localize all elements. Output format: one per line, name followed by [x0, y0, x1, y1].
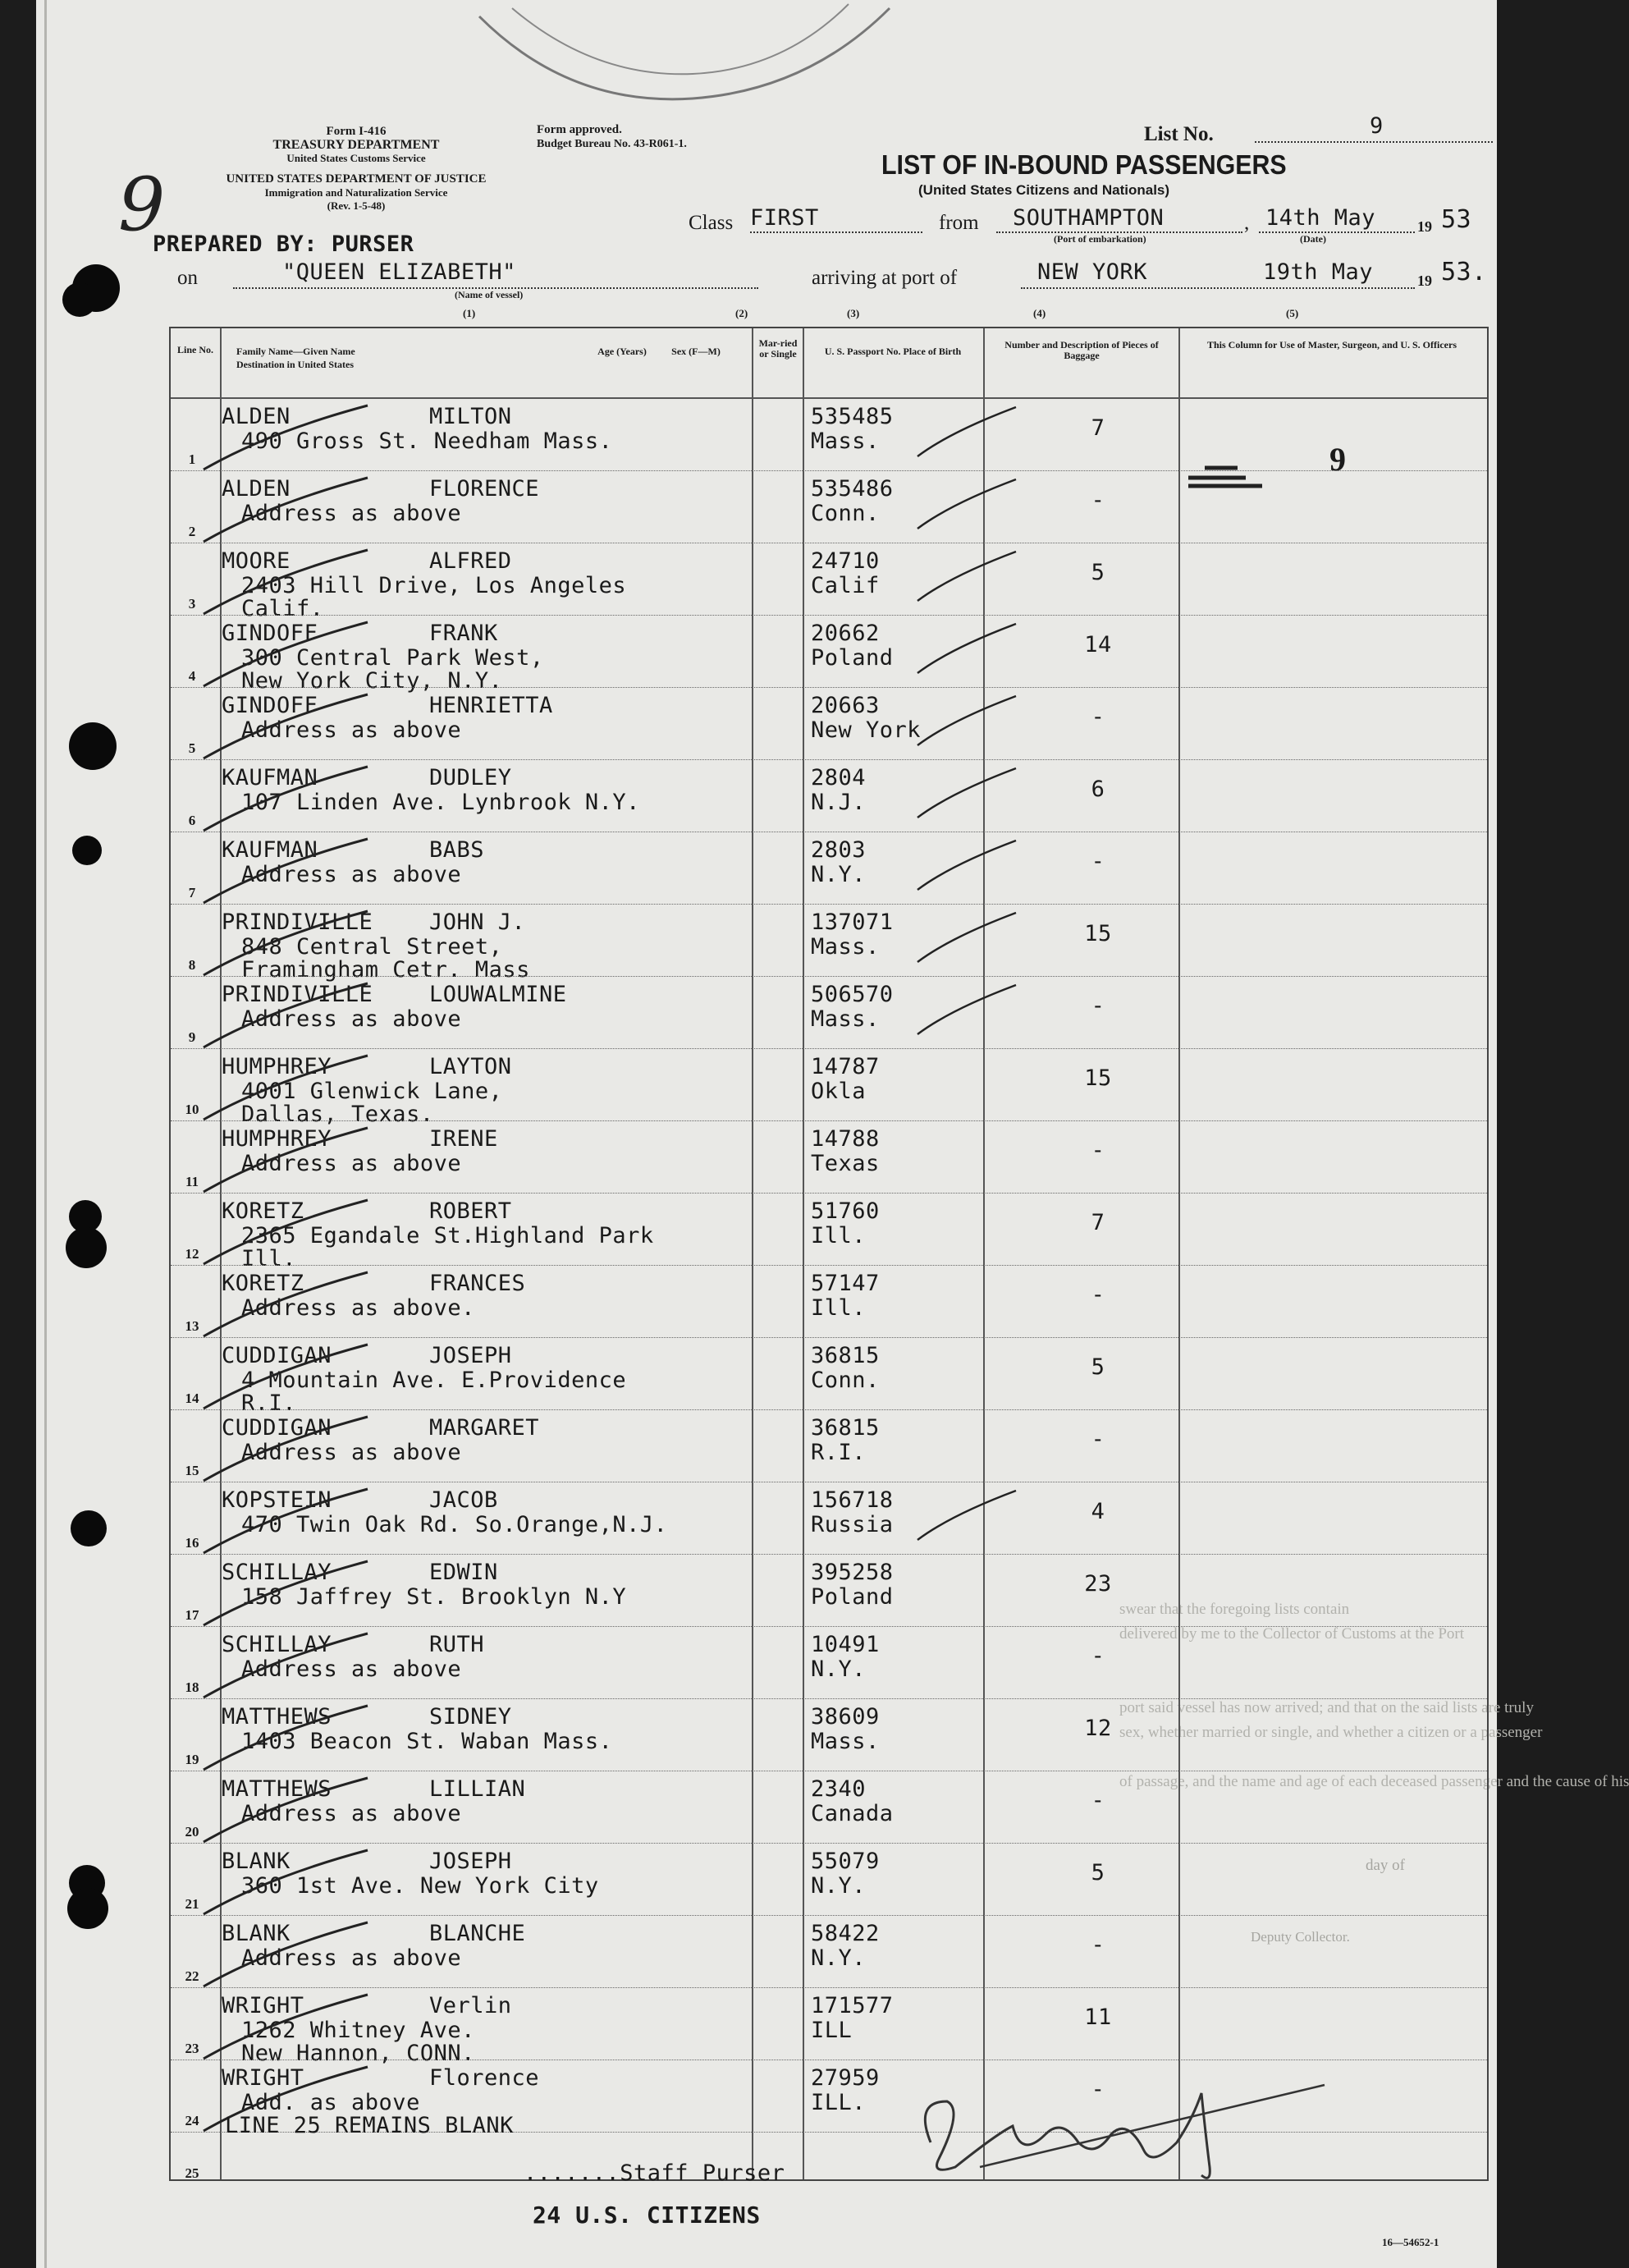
- passport-number: 535486: [811, 476, 894, 502]
- family-name: SCHILLAY: [222, 1632, 332, 1657]
- line-number: 21: [185, 1896, 199, 1912]
- given-name: LOUWALMINE: [429, 982, 567, 1007]
- passport-number: 36815: [811, 1343, 880, 1368]
- passport-number: 2804: [811, 765, 867, 790]
- col-header-married: Mar-ried or Single: [758, 337, 798, 360]
- vessel-value: "QUEEN ELIZABETH": [282, 259, 516, 285]
- given-name: EDWIN: [429, 1560, 498, 1585]
- address-line-1: Address as above: [241, 1801, 462, 1826]
- passport-number: 58422: [811, 1921, 880, 1946]
- family-name: PRINDIVILLE: [222, 982, 373, 1007]
- treasury-dept: TREASURY DEPARTMENT: [272, 138, 440, 152]
- address-line-1: Address as above: [241, 1006, 462, 1032]
- bleed-text: port said vessel has now arrived; and that on the said lists are truly: [1119, 1699, 1534, 1716]
- place-of-birth: Mass.: [811, 1006, 880, 1032]
- table-row: [171, 1916, 1487, 1988]
- family-name: HUMPHREY: [222, 1054, 332, 1079]
- form-approved: Form approved.: [537, 123, 622, 136]
- address-line-1: 1262 Whitney Ave.: [241, 2018, 475, 2043]
- table-row: [171, 1121, 1487, 1194]
- baggage-count: -: [1091, 2077, 1105, 2102]
- passenger-table: [169, 327, 1489, 2186]
- address-line-2: R.I.: [241, 1391, 297, 1416]
- address-line-1: Address as above: [241, 1151, 462, 1176]
- baggage-count: 7: [1091, 415, 1105, 441]
- address-line-1: 107 Linden Ave. Lynbrook N.Y.: [241, 790, 640, 815]
- check-stroke: [909, 471, 1073, 545]
- from-label: from: [939, 212, 979, 234]
- table-row: [171, 1194, 1487, 1271]
- col-header-family: Family Name—Given Name: [236, 346, 355, 357]
- line-number: 8: [188, 957, 196, 973]
- place-of-birth: Ill.: [811, 1223, 867, 1249]
- ins-service: Immigration and Naturalization Service: [264, 186, 448, 199]
- line-number: 23: [185, 2041, 199, 2056]
- vessel-caption: (Name of vessel): [455, 289, 524, 300]
- line-number: 3: [188, 596, 196, 612]
- punch-hole: [62, 282, 97, 317]
- baggage-count: 6: [1091, 777, 1105, 802]
- address-line-1: 300 Central Park West,: [241, 645, 544, 671]
- line-number: 22: [185, 1968, 199, 1984]
- col-header-destination: Destination in United States: [236, 359, 355, 370]
- baggage-count: 4: [1091, 1499, 1105, 1524]
- baggage-count: -: [1091, 488, 1105, 513]
- baggage-count: 5: [1091, 560, 1105, 585]
- passport-number: 14788: [811, 1126, 880, 1152]
- line-number: 14: [185, 1391, 199, 1406]
- place-of-birth: N.Y.: [811, 862, 867, 887]
- line-number: 24: [185, 2113, 199, 2128]
- given-name: ALFRED: [429, 548, 512, 574]
- family-name: SCHILLAY: [222, 1560, 332, 1585]
- given-name: RUTH: [429, 1632, 485, 1657]
- table-row: [171, 1410, 1487, 1482]
- table-row: [171, 1988, 1487, 2066]
- punch-hole: [66, 1227, 107, 1268]
- family-name: KORETZ: [222, 1198, 304, 1224]
- table-row: [171, 1844, 1487, 1916]
- baggage-count: -: [1091, 1427, 1105, 1452]
- citizens-total: 24 U.S. CITIZENS: [533, 2202, 761, 2229]
- place-of-birth: New York: [811, 717, 922, 743]
- check-stroke: [909, 905, 1073, 978]
- bleed-text: delivered by me to the Collector of Customs at the Port: [1119, 1625, 1465, 1643]
- punch-hole: [69, 722, 117, 770]
- bleed-text: sex, whether married or single, and whether a citizen or a passenger: [1119, 1724, 1543, 1741]
- baggage-count: 5: [1091, 1860, 1105, 1885]
- line-number: 1: [188, 451, 196, 467]
- line-number: 5: [188, 740, 196, 756]
- baggage-count: -: [1091, 849, 1105, 874]
- col-header-officers: This Column for Use of Master, Surgeon, and U. S. Officers: [1206, 339, 1457, 351]
- passport-number: 506570: [811, 982, 894, 1007]
- justice-dept: UNITED STATES DEPARTMENT OF JUSTICE: [226, 172, 487, 186]
- address-line-1: Add. as above: [241, 2090, 420, 2115]
- baggage-count: 15: [1084, 921, 1112, 946]
- table-row: [171, 543, 1487, 621]
- bleed-text: of passage, and the name and age of each deceased passenger and the cause of his: [1119, 1773, 1629, 1790]
- check-stroke: [909, 1482, 1073, 1556]
- table-row: [171, 471, 1487, 543]
- address-line-1: 1403 Beacon St. Waban Mass.: [241, 1729, 613, 1754]
- port-embark-caption: (Port of embarkation): [1054, 233, 1146, 245]
- place-of-birth: N.Y.: [811, 1656, 867, 1682]
- date1-field: [1259, 207, 1415, 233]
- address-line-1: 4 Mountain Ave. E.Providence: [241, 1368, 627, 1393]
- given-name: MARGARET: [429, 1415, 540, 1441]
- passport-number: 24710: [811, 548, 880, 574]
- place-of-birth: Texas: [811, 1151, 880, 1176]
- baggage-count: 11: [1084, 2005, 1112, 2030]
- col-header-line: Line No.: [176, 344, 213, 355]
- passport-number: 2803: [811, 837, 867, 863]
- table-row: [171, 1555, 1487, 1627]
- address-line-1: 158 Jaffrey St. Brooklyn N.Y: [241, 1584, 627, 1610]
- family-name: CUDDIGAN: [222, 1415, 332, 1441]
- passport-number: 51760: [811, 1198, 880, 1224]
- given-name: JOSEPH: [429, 1849, 512, 1874]
- passport-number: 156718: [811, 1487, 894, 1513]
- family-name: KAUFMAN: [222, 765, 318, 790]
- col-num-2: (2): [735, 307, 748, 319]
- family-name: KAUFMAN: [222, 837, 318, 863]
- place-of-birth: Poland: [811, 645, 894, 671]
- address-line-1: 470 Twin Oak Rd. So.Orange,N.J.: [241, 1512, 668, 1537]
- place-of-birth: Ill.: [811, 1295, 867, 1321]
- place-of-birth: ILL.: [811, 2090, 867, 2115]
- address-line-1: 360 1st Ave. New York City: [241, 1873, 599, 1899]
- given-name: JOHN J.: [429, 909, 526, 935]
- address-line-1: 848 Central Street,: [241, 934, 503, 960]
- baggage-count: -: [1091, 1643, 1105, 1669]
- given-name: Verlin: [429, 1993, 512, 2018]
- baggage-count: -: [1091, 1932, 1105, 1958]
- bleed-text: day of: [1366, 1857, 1406, 1874]
- passport-number: 2340: [811, 1776, 867, 1802]
- address-line-1: 4001 Glenwick Lane,: [241, 1079, 503, 1104]
- col-num-3: (3): [847, 307, 860, 319]
- stamp-mark: [463, 0, 922, 107]
- baggage-count: 5: [1091, 1354, 1105, 1380]
- address-line-1: Address as above: [241, 1945, 462, 1971]
- address-line-1: 490 Gross St. Needham Mass.: [241, 428, 613, 454]
- line-number: 11: [185, 1174, 199, 1189]
- check-stroke: [909, 543, 1073, 617]
- given-name: BLANCHE: [429, 1921, 526, 1946]
- family-name: MATTHEWS: [222, 1776, 332, 1802]
- family-name: MOORE: [222, 548, 291, 574]
- address-line-1: Address as above: [241, 862, 462, 887]
- col-header-baggage: Number and Description of Pieces of Baggage: [1004, 339, 1159, 361]
- line-number: 16: [185, 1535, 199, 1551]
- address-line-2: Ill.: [241, 1246, 297, 1271]
- given-name: Florence: [429, 2065, 540, 2091]
- table-row: [171, 1771, 1487, 1844]
- line-number: 13: [185, 1318, 199, 1334]
- table-row: [171, 905, 1487, 983]
- line-number: 12: [185, 1246, 199, 1262]
- given-name: FRANK: [429, 621, 498, 646]
- passport-number: 171577: [811, 1993, 894, 2018]
- given-name: IRENE: [429, 1126, 498, 1152]
- address-line-1: Address as above: [241, 1656, 462, 1682]
- line-number: 17: [185, 1607, 199, 1623]
- place-of-birth: N.J.: [811, 790, 867, 815]
- class-field: [750, 207, 922, 233]
- address-line-2: New Hannon, CONN.: [241, 2041, 475, 2066]
- passport-number: 20663: [811, 693, 880, 718]
- table-row: [171, 1627, 1487, 1699]
- passport-number: 36815: [811, 1415, 880, 1441]
- baggage-count: 14: [1084, 632, 1112, 657]
- line-number: 15: [185, 1463, 199, 1478]
- table-row: [171, 1482, 1487, 1555]
- address-line-2: Calif.: [241, 596, 324, 621]
- given-name: DUDLEY: [429, 765, 512, 790]
- date1-value: 14th May: [1265, 205, 1376, 231]
- address-line-2: New York City, N.Y.: [241, 668, 503, 694]
- family-name: ALDEN: [222, 476, 291, 502]
- place-of-birth: Russia: [811, 1512, 894, 1537]
- arrival-field: [1021, 261, 1415, 289]
- purser-signature: [881, 2069, 1341, 2192]
- manifest-page: Form I-416 TREASURY DEPARTMENT United States Customs Service UNITED STATES DEPARTMENT OF JUSTICE Immigration and Naturalization Service (Rev. 1-5-48) Form approved. Budget Bureau No. 43-R061-1. 9 List No. 9 LIST OF IN-BOUND PASSENGERS (United States Citizens and Nationals) PREPARED BY: PURSER Class FIRST from SOUTHAMPTON (Port of embarkation) , 14th May (Date) 19 53 on "QUEEN ELIZABETH" (Name of vessel) arriving at port of NEW YORK 19th May 19 53. (1) (2) (3) (4) (5) swear that the foregoing lists contain delivered by me to the Collector of Customs at the Port port said vessel has now arrived; and that on the said lists are truly sex, whether married or single, and whether a citizen or a passenger of passage, and the name and age of each deceased passenger and the cause of his day of Deputy Collector. Line No. Family Name—Given Name Destination in United States Age (Years) Sex (F—M) Mar-ried or Single U. S. Passport No. Place of Birth Number and Description of Pieces of Baggage This Column for Use of Master, Surgeon, and U. S. Officers 9 1 ALDEN MILTON 490 Gross St. Needham Mass. 535485 Mass. 7 2 ALDEN FLORENCE Address as above 535486 Conn. - 3 MOORE ALFRED 2403 Hill Drive, Los Angeles Calif. 24710 Calif 5 4 GINDOFF FRANK 300 Central Park West, New York City, N.Y. 20662 Poland 14 5 GINDOFF HENRIETTA Address as above 20663 New York - 6 KAUFMAN DUDLEY 107 Linden Ave. Lynbrook N.Y. 2804 N.J. 6 7 KAUFMAN BABS Address as above 2803 N.Y. - 8 PRINDIVILLE JOHN J. 848 Central Street, Framingham Cetr. Mass 137071 Mass. 15 9 PRINDIVILLE LOUWALMINE Address as above 506570 Mass. - 10 HUMPHREY LAYTON 4001 Glenwick Lane, Dallas, Texas. 14787 Okla 15 11 HUMPHREY IRENE Address as above 14788 Texas - 12 KORETZ ROBERT 2365 Egandale St.Highland Park Ill. 51760 Ill. 7 13 KORETZ FRANCES Address as above. 57147 Ill. - 14 CUDDIGAN JOSEPH 4 Mountain Ave. E.Providence R.I. 36815 Conn. 5 15 CUDDIGAN MARGARET Address as above 36815 R.I. - 16 KOPSTEIN JACOB 470 Twin Oak Rd. So.Orange,N.J. 156718 Russia 4 17 SCHILLAY EDWIN 158 Jaffrey St. Brooklyn N.Y 395258 Poland 23 18 SCHILLAY RUTH Address as above 10491 N.Y. - 19 MATTHEWS SIDNEY 1403 Beacon St. Waban Mass. 38609 Mass. 12 20 MATTHEWS LILLIAN Address as above 2340 Canada - 21 BLANK JOSEPH 360 1st Ave. New York City 55079 N.Y. 5 22 BLANK BLANCHE Address as above 58422 N.Y. - 23 WRIGHT Verlin 1262 Whitney Ave. New Hannon, CONN. 171577 ILL 11 24 WRIGHT Florence Add. as above 27959 ILL. - 25 LINE 25 REMAINS BLANK .......Staff Purser 24 U.S. CITIZENS 16—54652-1: [36, 0, 1497, 2268]
- address-line-1: Address as above: [241, 501, 462, 526]
- family-name: WRIGHT: [222, 2065, 304, 2091]
- col-num-5: (5): [1286, 307, 1299, 319]
- family-name: MATTHEWS: [222, 1704, 332, 1730]
- place-of-birth: Conn.: [811, 501, 880, 526]
- passport-number: 535485: [811, 404, 894, 429]
- budget-bureau: Budget Bureau No. 43-R061-1.: [537, 138, 687, 150]
- family-name: WRIGHT: [222, 1993, 304, 2018]
- table-row: [171, 760, 1487, 832]
- line-number: 18: [185, 1679, 199, 1695]
- family-name: GINDOFF: [222, 621, 318, 646]
- check-stroke: [909, 616, 1073, 690]
- baggage-count: -: [1091, 1788, 1105, 1813]
- baggage-count: 7: [1091, 1210, 1105, 1235]
- given-name: HENRIETTA: [429, 693, 553, 718]
- family-name: ALDEN: [222, 404, 291, 429]
- page-title: LIST OF IN-BOUND PASSENGERS: [881, 149, 1287, 180]
- table-row: [171, 1338, 1487, 1416]
- baggage-count: -: [1091, 1282, 1105, 1308]
- baggage-count: 15: [1084, 1065, 1112, 1091]
- list-no-value: 9: [1370, 113, 1384, 139]
- line-number: 20: [185, 1824, 199, 1840]
- baggage-count: 23: [1084, 1571, 1112, 1597]
- line-number: 2: [188, 524, 196, 539]
- year1-value: 53: [1441, 205, 1472, 234]
- arrival-port-value: NEW YORK: [1037, 259, 1148, 285]
- address-line-1: Address as above: [241, 717, 462, 743]
- table-row: [171, 1699, 1487, 1771]
- baggage-count: 12: [1084, 1716, 1112, 1741]
- given-name: LAYTON: [429, 1054, 512, 1079]
- punch-hole: [72, 836, 102, 865]
- year-prefix-1: 19: [1417, 218, 1432, 235]
- check-stroke: [909, 977, 1073, 1051]
- col-header-age: Age (Years): [597, 346, 647, 357]
- page-subtitle: (United States Citizens and Nationals): [918, 182, 1170, 198]
- table-row: [171, 977, 1487, 1049]
- place-of-birth: Mass.: [811, 428, 880, 454]
- baggage-count: -: [1091, 1138, 1105, 1163]
- col-num-4: (4): [1033, 307, 1046, 319]
- arriving-label: arriving at port of: [812, 267, 958, 289]
- given-name: JOSEPH: [429, 1343, 512, 1368]
- family-name: KORETZ: [222, 1271, 304, 1296]
- table-row: [171, 832, 1487, 905]
- given-name: SIDNEY: [429, 1704, 512, 1730]
- line25-text: LINE 25 REMAINS BLANK: [225, 2113, 514, 2138]
- passport-number: 57147: [811, 1271, 880, 1296]
- given-name: FRANCES: [429, 1271, 526, 1296]
- table-row: [171, 399, 1487, 471]
- col-header-passport: U. S. Passport No. Place of Birth: [824, 346, 962, 357]
- date-caption: (Date): [1300, 233, 1326, 245]
- from-value: SOUTHAMPTON: [1013, 205, 1165, 231]
- address-line-1: Address as above: [241, 1440, 462, 1465]
- given-name: JACOB: [429, 1487, 498, 1513]
- place-of-birth: N.Y.: [811, 1873, 867, 1899]
- given-name: MILTON: [429, 404, 512, 429]
- list-no-label: List No.: [1144, 123, 1214, 145]
- prepared-by: PREPARED BY: PURSER: [153, 231, 414, 257]
- line-number: 9: [188, 1029, 196, 1045]
- table-row: [171, 1266, 1487, 1338]
- passport-number: 55079: [811, 1849, 880, 1874]
- place-of-birth: Poland: [811, 1584, 894, 1610]
- check-stroke: [909, 832, 1073, 906]
- class-label: Class: [689, 212, 734, 234]
- table-row: [171, 616, 1487, 694]
- given-name: LILLIAN: [429, 1776, 526, 1802]
- family-name: GINDOFF: [222, 693, 318, 718]
- print-code: 16—54652-1: [1382, 2236, 1439, 2248]
- family-name: HUMPHREY: [222, 1126, 332, 1152]
- address-line-1: 2403 Hill Drive, Los Angeles: [241, 573, 627, 598]
- line-number: 10: [185, 1102, 199, 1117]
- check-stroke: [909, 399, 1073, 473]
- place-of-birth: Calif: [811, 573, 880, 598]
- line-number: 7: [188, 885, 196, 900]
- given-name: FLORENCE: [429, 476, 540, 502]
- baggage-count: -: [1091, 993, 1105, 1019]
- list-no-field: [1255, 115, 1493, 143]
- family-name: PRINDIVILLE: [222, 909, 373, 935]
- staff-purser: .......Staff Purser: [524, 2160, 785, 2186]
- col-header-sex: Sex (F—M): [671, 346, 721, 357]
- table-row: [171, 1049, 1487, 1127]
- place-of-birth: Canada: [811, 1801, 894, 1826]
- svg-text:9: 9: [118, 162, 166, 248]
- passport-number: 137071: [811, 909, 894, 935]
- baggage-count: -: [1091, 704, 1105, 730]
- place-of-birth: Okla: [811, 1079, 867, 1104]
- given-name: ROBERT: [429, 1198, 512, 1224]
- place-of-birth: Conn.: [811, 1368, 880, 1393]
- customs-service: United States Customs Service: [286, 152, 426, 164]
- bleed-text: swear that the foregoing lists contain: [1119, 1601, 1350, 1618]
- check-stroke: [909, 688, 1073, 762]
- address-line-1: 2365 Egandale St.Highland Park: [241, 1223, 654, 1249]
- place-of-birth: Mass.: [811, 934, 880, 960]
- address-line-2: Dallas, Texas.: [241, 1102, 434, 1127]
- line-number: 6: [188, 813, 196, 828]
- year-prefix-2: 19: [1417, 273, 1432, 289]
- family-name: BLANK: [222, 1849, 291, 1874]
- family-name: KOPSTEIN: [222, 1487, 332, 1513]
- line-number: 19: [185, 1752, 199, 1767]
- place-of-birth: N.Y.: [811, 1945, 867, 1971]
- revision: (Rev. 1-5-48): [327, 199, 386, 212]
- place-of-birth: Mass.: [811, 1729, 880, 1754]
- passport-number: 395258: [811, 1560, 894, 1585]
- bleed-text: Deputy Collector.: [1251, 1929, 1350, 1945]
- place-of-birth: R.I.: [811, 1440, 867, 1465]
- table-row: [171, 688, 1487, 760]
- family-name: BLANK: [222, 1921, 291, 1946]
- officer-note: 9: [1329, 441, 1346, 478]
- vessel-field: [233, 261, 758, 289]
- given-name: BABS: [429, 837, 485, 863]
- place-of-birth: ILL: [811, 2018, 853, 2043]
- passport-number: 10491: [811, 1632, 880, 1657]
- family-name: CUDDIGAN: [222, 1343, 332, 1368]
- on-label: on: [177, 267, 198, 289]
- class-value: FIRST: [750, 205, 819, 231]
- passport-number: 38609: [811, 1704, 880, 1730]
- from-field: [996, 207, 1242, 233]
- punch-hole: [67, 1888, 108, 1929]
- date2-value: 19th May: [1263, 259, 1374, 285]
- address-line-2: Framingham Cetr. Mass: [241, 957, 530, 983]
- col-num-1: (1): [463, 307, 476, 319]
- passport-number: 20662: [811, 621, 880, 646]
- year2-value: 53.: [1441, 258, 1487, 286]
- line-number: 4: [188, 668, 196, 684]
- line-number: 25: [185, 2165, 199, 2181]
- passport-number: 14787: [811, 1054, 880, 1079]
- address-line-1: Address as above.: [241, 1295, 475, 1321]
- punch-hole: [71, 1510, 107, 1546]
- passport-number: 27959: [811, 2065, 880, 2091]
- form-number: Form I-416: [326, 125, 387, 138]
- check-stroke: [909, 760, 1073, 834]
